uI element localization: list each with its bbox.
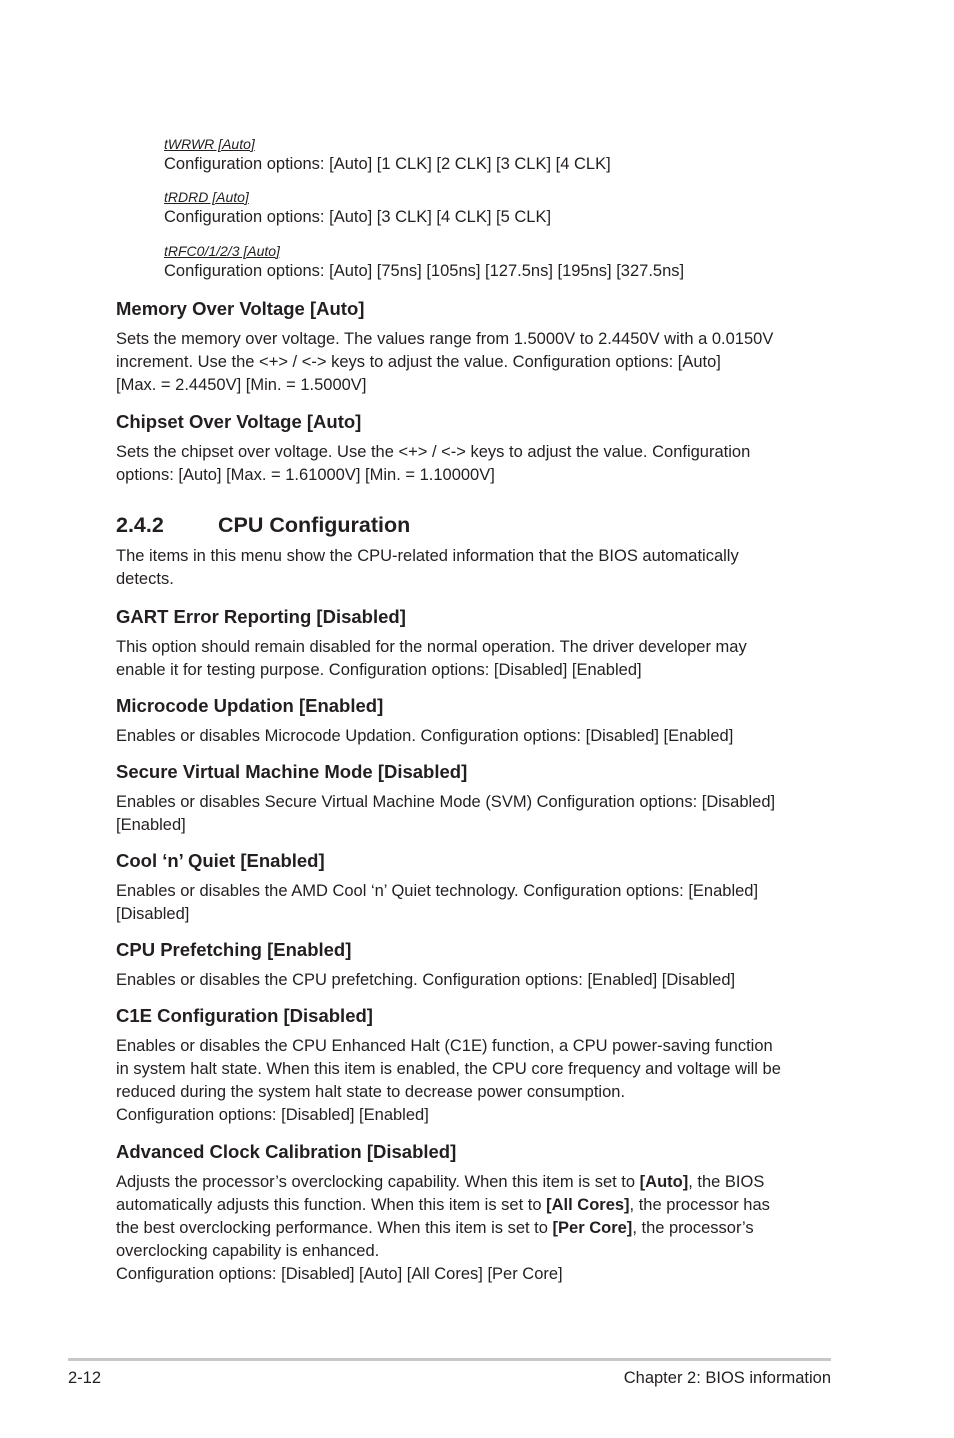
bold-option: [Auto] [639,1173,689,1191]
section-title: Memory Over Voltage [Auto] [116,298,365,319]
footer-chapter: Chapter 2: BIOS information [623,1369,831,1387]
chapter-heading [116,511,821,539]
timing-item-trdrd [164,188,864,229]
description-line: This option should remain disabled for the normal operation. The driver developer may [116,638,747,656]
chapter-cpu-configuration [116,511,821,591]
section-description [116,441,821,487]
text-run: automatically adjusts this function. When this item is set to [116,1196,547,1214]
description-line: Sets the chipset over voltage. Use the <+> / <-> keys to adjust the value. Configuration [116,443,751,461]
section-title: C1E Configuration [Disabled] [116,1005,373,1026]
section-memory-over-voltage [116,297,821,397]
timing-desc: Configuration options: [Auto] [75ns] [105ns] [127.5ns] [195ns] [327.5ns] [164,262,685,280]
timing-title: tRDRD [Auto] [164,189,249,205]
description-line [116,1194,821,1217]
description-line: reduced during the system halt state to decrease power consumption. [116,1083,626,1101]
description-line [116,1171,821,1194]
section-title: GART Error Reporting [Disabled] [116,606,406,627]
timing-item-trfc [164,242,864,283]
bold-option: [Per Core] [552,1219,633,1237]
section-c1e-configuration [116,1004,821,1127]
section-gart-error-reporting [116,605,821,682]
description-line: Configuration options: [Disabled] [Enabled] [116,1106,429,1124]
section-description [116,880,821,926]
description-line: The items in this menu show the CPU-related information that the BIOS automatically [116,547,739,565]
section-title: Secure Virtual Machine Mode [Disabled] [116,761,468,782]
section-description [116,636,821,682]
description-line: Enables or disables the AMD Cool ‘n’ Quiet technology. Configuration options: [Enabled] [116,882,759,900]
chapter-number: 2.4.2 [116,513,164,537]
section-description [116,969,821,992]
section-description [116,725,821,748]
chapter-title: CPU Configuration [218,513,411,537]
section-description [116,1171,821,1286]
description-line: [Enabled] [116,816,186,834]
text-run: , the BIOS [688,1173,765,1191]
description-line: Enables or disables the CPU Enhanced Halt (C1E) function, a CPU power-saving function [116,1037,773,1055]
description-line [116,1217,821,1240]
timing-title: tWRWR [Auto] [164,136,255,152]
section-title: Microcode Updation [Enabled] [116,695,384,716]
description-line: [Max. = 2.4450V] [Min. = 1.5000V] [116,376,367,394]
description-line: Enables or disables the CPU prefetching. Configuration options: [Enabled] [Disabled] [116,971,736,989]
description-line: Enables or disables Secure Virtual Machine Mode (SVM) Configuration options: [Disabled] [116,793,776,811]
section-description [116,1035,821,1127]
timing-title: tRFC0/1/2/3 [Auto] [164,243,280,259]
section-description [116,791,821,837]
description-line: Enables or disables Microcode Updation. Configuration options: [Disabled] [Enabled] [116,727,734,745]
text-run: the best overclocking performance. When this item is set to [116,1219,553,1237]
section-cool-n-quiet [116,849,821,926]
description-line: Configuration options: [Disabled] [Auto] [All Cores] [Per Core] [116,1265,563,1283]
section-chipset-over-voltage [116,410,821,487]
text-run: , the processor’s [632,1219,754,1237]
section-secure-virtual-machine [116,760,821,837]
section-title: Chipset Over Voltage [Auto] [116,411,362,432]
section-advanced-clock-calibration [116,1140,821,1286]
bold-option: [All Cores] [546,1196,630,1214]
timing-item-twrwr [164,135,864,176]
description-line: [Disabled] [116,905,190,923]
section-description [116,328,821,397]
description-line: overclocking capability is enhanced. [116,1242,380,1260]
section-title: Advanced Clock Calibration [Disabled] [116,1141,457,1162]
section-cpu-prefetching [116,938,821,992]
description-line: options: [Auto] [Max. = 1.61000V] [Min. = 1.10000V] [116,466,495,484]
description-line: in system halt state. When this item is enabled, the CPU core frequency and voltage will be [116,1060,781,1078]
timing-desc: Configuration options: [Auto] [1 CLK] [2 CLK] [3 CLK] [4 CLK] [164,155,611,173]
text-run: Adjusts the processor’s overclocking capability. When this item is set to [116,1173,640,1191]
description-line: detects. [116,570,174,588]
section-title: CPU Prefetching [Enabled] [116,939,352,960]
section-title: Cool ‘n’ Quiet [Enabled] [116,850,325,871]
description-line: increment. Use the <+> / <-> keys to adjust the value. Configuration options: [Auto] [116,353,721,371]
timing-desc: Configuration options: [Auto] [3 CLK] [4 CLK] [5 CLK] [164,208,552,226]
footer-divider [68,1358,831,1361]
section-microcode-updation [116,694,821,748]
chapter-description [116,545,821,591]
description-line: enable it for testing purpose. Configuration options: [Disabled] [Enabled] [116,661,642,679]
page-number: 2-12 [68,1369,102,1387]
text-run: , the processor has [629,1196,770,1214]
description-line: Sets the memory over voltage. The values range from 1.5000V to 2.4450V with a 0.0150V [116,330,774,348]
